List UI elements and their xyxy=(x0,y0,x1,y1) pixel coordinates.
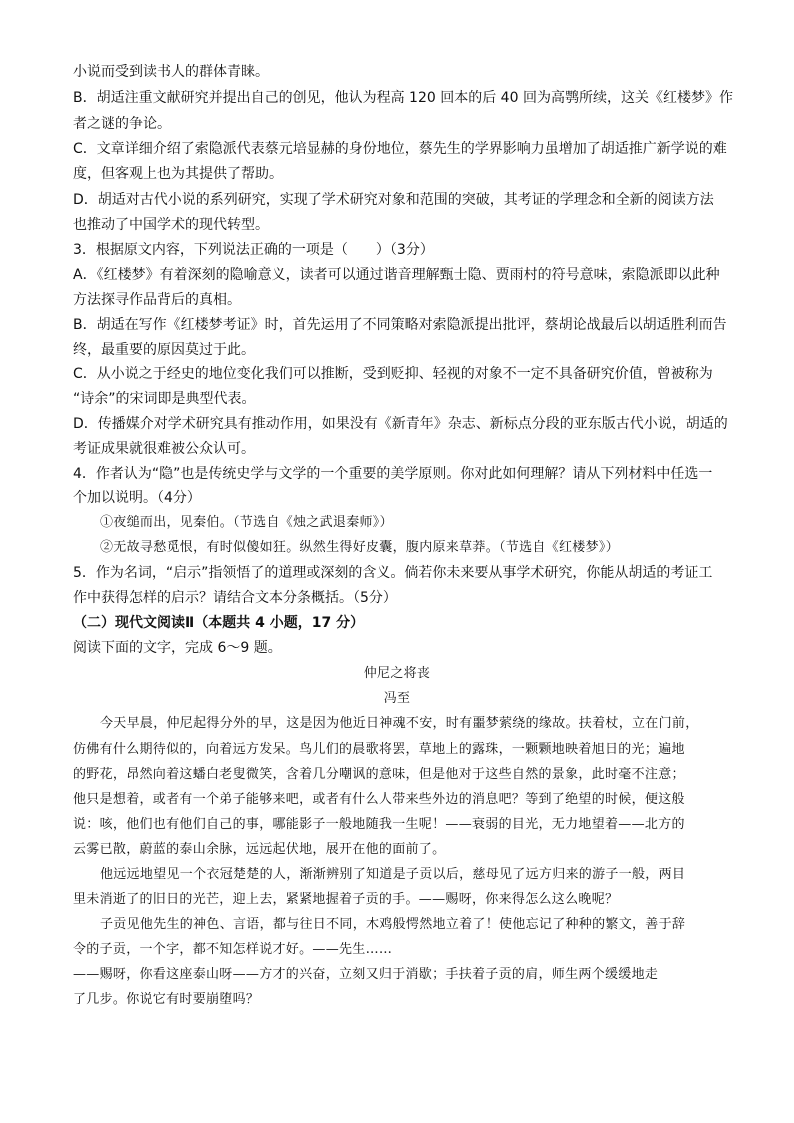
option-d-line2: 也推动了中国学术的现代转型。 xyxy=(73,217,269,233)
q3-option-d-line1: D．传播媒介对学术研究具有推动作用，如果没有《新青年》杂志、新标点分段的亚东版古代小说，胡适的 xyxy=(73,416,728,432)
story-paragraph-line: 的野花，昂然向着这蟠白老叟微笑，含着几分嘲讽的意味，但是他对于这些自然的景象，此时毫不注意； xyxy=(73,767,685,782)
option-d-line1: D．胡适对古代小说的系列研究，实现了学术研究对象和范围的突破，其考证的学理念和全新的阅读方法 xyxy=(73,192,714,208)
q3-option-b-line1: B．胡适在写作《红楼梦考证》时，首先运用了不同策略对索隐派提出批评，蔡胡论战最后以胡适胜利而告 xyxy=(73,317,727,333)
story-paragraph-line: 云雾已散，蔚蓝的泰山余脉，远远起伏地，展开在他的面前了。 xyxy=(73,842,446,857)
option-b-line2: 者之谜的争论。 xyxy=(73,116,171,132)
text-line: 小说而受到读书人的群体青睐。 xyxy=(73,64,269,80)
story-paragraph-line: 仿佛有什么期待似的，向着远方发呆。鸟儿们的晨歌将罢，草地上的露珠，一颗颗地映着旭日的光；遍地 xyxy=(73,742,685,757)
story-paragraph-line: 子贡见他先生的神色、言语，都与往日不同，木鸡般愕然地立着了！使他忘记了种种的繁文，善于辞 xyxy=(100,917,686,932)
story-paragraph-line: 他只是想着，或者有一个弟子能够来吧，或者有什么人带来些外边的消息吧？等到了绝望的时候，便这般 xyxy=(73,792,685,807)
story-paragraph-line: ——赐呀，你看这座泰山呀——方才的兴奋，立刻又归于消歇；手扶着子贡的肩，师生两个缓缓地走 xyxy=(73,967,659,982)
story-paragraph-line: 了几步。你说它有时要崩堕吗？ xyxy=(73,992,260,1007)
q3-option-c-line2: “诗余”的宋词即是典型代表。 xyxy=(73,391,256,407)
option-c-line2: 度，但客观上也为其提供了帮助。 xyxy=(73,166,283,182)
story-paragraph-line: 里未消逝了的旧日的光芒，迎上去，紧紧地握着子贡的手。——赐呀，你来得怎么这么晚呢？ xyxy=(73,892,619,907)
story-title: 仲尼之将丧 xyxy=(363,666,431,681)
q3-option-b-line2: 终，最重要的原因莫过于此。 xyxy=(73,342,255,358)
reading-instruction: 阅读下面的文字，完成 6～9 题。 xyxy=(73,640,282,656)
story-paragraph-line: 令的子贡，一个字，都不知怎样说才好。——先生…… xyxy=(73,942,393,957)
section-heading: （二）现代文阅读Ⅱ（本题共 4 小题，17 分） xyxy=(73,615,365,631)
question-4-stem-line1: 4．作者认为“隐”也是传统史学与文学的一个重要的美学原则。你对此如何理解？请从下列材料中任选一 xyxy=(73,466,713,482)
question-5-line1: 5．作为名词，“启示”指领悟了的道理或深刻的含义。倘若你未来要从事学术研究，你能从胡适的考证工 xyxy=(73,565,713,581)
question-5-line2: 作中获得怎样的启示？请结合文本分条概括。（5分） xyxy=(73,590,397,606)
story-paragraph-line: 说：咳，他们也有他们自己的事，哪能影子一般地随我一生呢！——衰弱的目光，无力地望着——北方的 xyxy=(73,817,685,832)
q3-option-d-line2: 考证成果就很难被公众认可。 xyxy=(73,441,255,457)
story-paragraph-line: 今天早晨，仲尼起得分外的早，这是因为他近日神魂不安，时有噩梦萦绕的缘故。扶着杖，立在门前， xyxy=(100,716,699,731)
option-c-line1: C．文章详细介绍了索隐派代表蔡元培显赫的身份地位，蔡先生的学界影响力虽增加了胡适推广新学说的难 xyxy=(73,141,727,157)
option-b-line1: B．胡适注重文献研究并提出自己的创见，他认为程高 120 回本的后 40 回为高鹗所续，这关《红楼梦》作 xyxy=(73,90,733,106)
q3-option-a-line2: 方法探寻作品背后的真相。 xyxy=(73,292,241,308)
question-4-stem-line2: 个加以说明。（4分） xyxy=(73,490,201,506)
q3-option-c-line1: C．从小说之于经史的地位变化我们可以推断，受到贬抑、轻视的对象不一定不具备研究价值，曾被称为 xyxy=(73,366,713,382)
q3-option-a-line1: A．《红楼梦》有着深刻的隐喻意义，读者可以通过谐音理解甄士隐、贾雨村的符号意味，索隐派即以此种 xyxy=(73,267,720,283)
story-author: 冯至 xyxy=(383,691,411,706)
question-3-stem: 3．根据原文内容，下列说法正确的一项是（ ）（3分） xyxy=(73,242,434,258)
material-2: ②无故寻愁觅恨，有时似傻如狂。纵然生得好皮囊，腹内原来草莽。（节选自《红楼梦》） xyxy=(100,540,620,555)
story-paragraph-line: 他远远地望见一个衣冠楚楚的人，渐渐辨别了知道是子贡以后，慈母见了远方归来的游子一般，两目 xyxy=(100,867,686,882)
material-1: ①夜缒而出，见秦伯。（节选自《烛之武退秦师》） xyxy=(100,515,393,530)
